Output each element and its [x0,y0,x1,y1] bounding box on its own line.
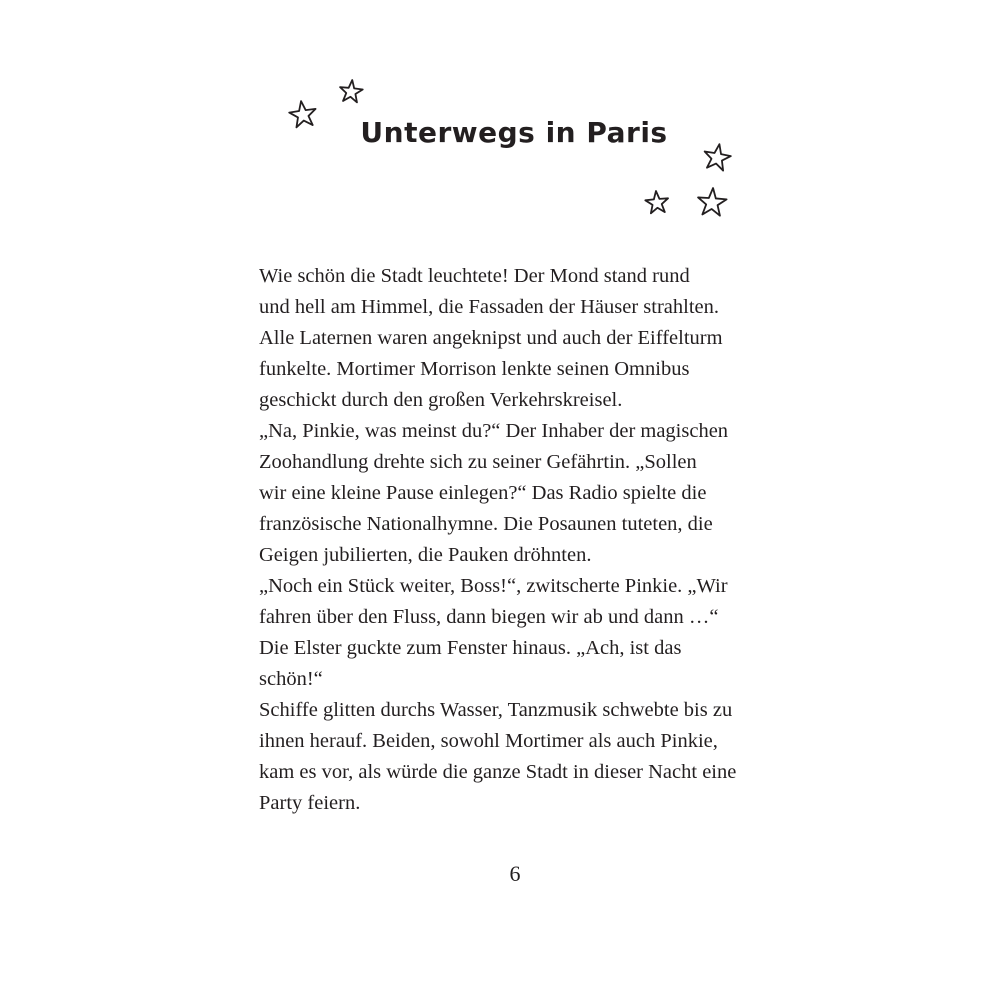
text-line: Party feiern. [259,792,361,814]
text-line: funkelte. Mortimer Morrison lenkte seinen Omnibus [259,358,690,380]
star-outline-icon [643,189,671,217]
text-line: Geigen jubilierten, die Pauken dröhnten. [259,544,592,566]
star-outline-icon [337,78,365,106]
text-line: wir eine kleine Pause einlegen?“ Das Radio spielte die [259,482,707,504]
text-line: Die Elster guckte zum Fenster hinaus. „Ach, ist das [259,637,682,659]
text-line: Schiffe glitten durchs Wasser, Tanzmusik schwebte bis zu [259,699,733,721]
text-line: „Noch ein Stück weiter, Boss!“, zwitscherte Pinkie. „Wir [259,575,728,597]
chapter-title: Unterwegs in Paris [360,116,668,149]
text-line: französische Nationalhymne. Die Posaunen tuteten, die [259,513,713,535]
star-outline-icon [701,142,733,174]
body-text [259,261,779,819]
page-number: 6 [509,861,521,886]
star-outline-icon [287,99,319,131]
text-line: Zoohandlung drehte sich zu seiner Gefährtin. „Sollen [259,451,697,473]
text-line: geschickt durch den großen Verkehrskreisel. [259,389,623,411]
text-line: „Na, Pinkie, was meinst du?“ Der Inhaber der magischen [259,420,729,442]
text-line: fahren über den Fluss, dann biegen wir ab und dann …“ [259,606,719,628]
star-outline-icon [695,186,729,220]
text-line: kam es vor, als würde die ganze Stadt in dieser Nacht eine [259,761,737,783]
text-line: schön!“ [259,668,323,690]
text-line: Wie schön die Stadt leuchtete! Der Mond stand rund [259,265,690,287]
text-line: Alle Laternen waren angeknipst und auch der Eiffelturm [259,327,723,349]
text-line: und hell am Himmel, die Fassaden der Häuser strahlten. [259,296,719,318]
text-line: ihnen herauf. Beiden, sowohl Mortimer als auch Pinkie, [259,730,718,752]
